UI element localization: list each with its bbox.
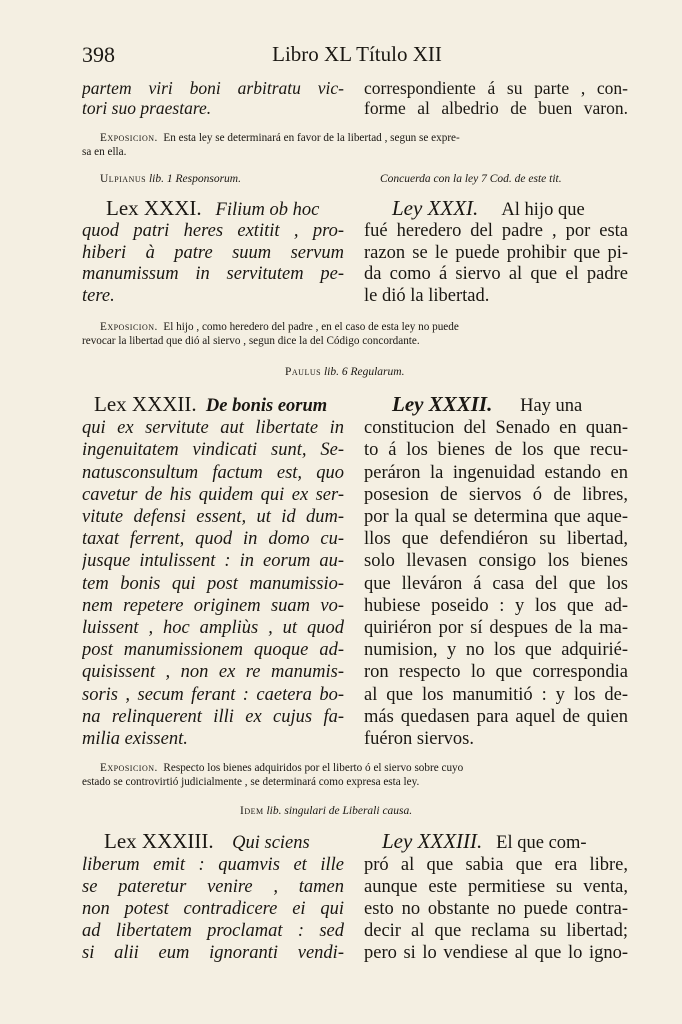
- latin-line: natusconsultum factum est, quo: [82, 462, 344, 483]
- lex-33-latin: [82, 830, 344, 964]
- latin-line: partem viri boni arbitratu vic-: [82, 78, 344, 98]
- latin-line: se pateretur venire , tamen: [82, 877, 344, 897]
- latin-line: non potest contradicere ei qui: [82, 899, 344, 919]
- spanish-line: razon se le puede prohibir que pi-: [364, 242, 628, 263]
- running-title: Libro XL Título XII: [272, 42, 442, 66]
- source-author: Idem: [240, 805, 264, 817]
- source-ulpianus: [100, 173, 241, 185]
- latin-line: qui ex servitute aut libertate in: [82, 418, 344, 439]
- spanish-line: Al hijo que: [501, 200, 585, 220]
- lex-33-spanish: [364, 830, 628, 964]
- spanish-line: ron respecto lo que correspondia: [364, 662, 628, 683]
- latin-line: post manumissionem quoque ad-: [82, 640, 344, 661]
- exposicion-text: sa en ella.: [82, 146, 127, 158]
- spanish-line: fué heredero del padre , por esta: [364, 221, 628, 242]
- spanish-line: llos que defendiéron su libertad,: [364, 529, 628, 550]
- latin-line: nem repetere originem suam vo-: [82, 595, 344, 616]
- spanish-line: más quedasen para aquel de quien: [364, 706, 628, 727]
- latin-line: tem bonis qui post manumissio-: [82, 573, 344, 594]
- latin-line: vitute defensi essent, ut id dum-: [82, 507, 344, 528]
- spanish-line: le dió la libertad.: [364, 285, 490, 306]
- source-idem: [240, 805, 412, 817]
- spanish-line: decir al que reclama su libertad;: [364, 921, 628, 941]
- exposicion-text: estado se controvirtió judicialmente , se determinará como expresa esta ley.: [82, 776, 420, 788]
- spanish-line: posesion de siervos ó de libres,: [364, 484, 628, 505]
- latin-line: na relinquerent illi ex cujus fa-: [82, 706, 344, 727]
- latin-line: ingenuitatem vindicati sunt, Se-: [82, 440, 344, 461]
- latin-line: jusque intulissent : in eorum au-: [82, 551, 344, 572]
- source-concordance: Concuerda con la ley 7 Cod. de este tit.: [380, 173, 562, 185]
- exposicion-text: revocar la libertad que dió al siervo , segun dice la del Código concordante.: [82, 335, 420, 347]
- page-number: 398: [82, 42, 115, 67]
- source-author: Paulus: [285, 366, 322, 378]
- spanish-line: solo llevasen consigo los bienes: [364, 551, 628, 572]
- spanish-line: forme al albedrio de buen varon.: [364, 98, 628, 118]
- spanish-line: aunque este permitiese su venta,: [364, 877, 628, 897]
- spanish-line: esto no obstante no puede contra-: [364, 899, 628, 919]
- latin-line: luissent , hoc ampliùs , ut quod: [82, 618, 344, 639]
- lex-33-heading: Lex XXXIII.: [104, 830, 214, 853]
- spanish-line: numision, y no los que adquirié-: [364, 640, 628, 661]
- lex-31-latin: [82, 198, 344, 307]
- exposicion-3: [82, 761, 628, 789]
- exposicion-1: [82, 131, 628, 159]
- latin-line: quisissent , non ex re manumis-: [82, 662, 344, 683]
- latin-line: liberum emit : quamvis et ille: [82, 855, 344, 875]
- spanish-line: hubiese poseido : y los que ad-: [364, 595, 628, 616]
- latin-line: quod patri heres extitit , pro-: [82, 221, 344, 242]
- source-paulus: [285, 366, 404, 378]
- spanish-line: constitucion del Senado en quan-: [364, 418, 628, 439]
- exposicion-text: El hijo , como heredero del padre , en el caso de esta ley no puede: [163, 321, 459, 333]
- spanish-line: al que los manumitió : y los de-: [364, 684, 628, 705]
- source-reference: lib. 1 Responsorum.: [148, 173, 241, 185]
- latin-line: De bonis eorum: [205, 396, 328, 416]
- source-reference: lib. 6 Regularum.: [323, 366, 405, 378]
- exposicion-2: [82, 320, 628, 348]
- page-header: [82, 42, 632, 68]
- spanish-line: pró al que sabia que era libre,: [364, 855, 628, 875]
- spanish-line: peráron la ingenuidad estando en: [364, 462, 628, 483]
- ley-33-heading: Ley XXXIII.: [382, 830, 483, 853]
- latin-line: milia exissent.: [82, 729, 188, 750]
- exposicion-text: En esta ley se determinará en favor de la libertad , segun se expre-: [163, 132, 460, 144]
- latin-line: taxat ferrent, quod in domo cu-: [82, 529, 344, 550]
- lex-32-spanish: [364, 393, 628, 750]
- spanish-line: Hay una: [520, 396, 583, 416]
- spanish-line: quiriéron por sí despues de la ma-: [364, 618, 628, 639]
- exposicion-label: Exposicion.: [100, 321, 158, 333]
- spanish-line: por la qual se determina que aque-: [364, 507, 628, 528]
- latin-line: ad libertatem proclamat : sed: [82, 921, 344, 941]
- spanish-line: pero si lo vendiese al que lo igno-: [364, 943, 628, 963]
- ley-32-heading: Ley XXXII.: [392, 393, 493, 416]
- latin-line: Qui sciens: [232, 833, 310, 853]
- source-reference: lib. singulari de Liberali causa.: [266, 805, 413, 817]
- lex-31-heading: Lex XXXI.: [106, 198, 202, 220]
- latin-line: Filium ob hoc: [215, 200, 320, 220]
- latin-line: manumissum in servitutem pe-: [82, 264, 344, 285]
- exposicion-label: Exposicion.: [100, 762, 158, 774]
- latin-line: soris , secum ferant : caetera bo-: [82, 684, 344, 705]
- ley-31-heading: Ley XXXI.: [392, 198, 479, 220]
- top-fragment-latin: [82, 78, 344, 118]
- latin-line: tori suo praestare.: [82, 98, 212, 118]
- top-fragment-spanish: [364, 78, 628, 118]
- latin-line: hiberi à patre suum servum: [82, 242, 344, 263]
- spanish-line: que lleváron á casa del que los: [364, 573, 628, 594]
- spanish-line: correspondiente á su parte , con-: [364, 78, 628, 98]
- lex-32-heading: Lex XXXII.: [94, 393, 197, 416]
- lex-31-spanish: [364, 198, 628, 307]
- spanish-line: fuéron siervos.: [364, 729, 474, 750]
- latin-line: tere.: [82, 285, 115, 306]
- exposicion-text: Respecto los bienes adquiridos por el liberto ó el siervo sobre cuyo: [163, 762, 464, 774]
- latin-line: cavetur de his quidem qui ex ser-: [82, 484, 344, 505]
- exposicion-label: Exposicion.: [100, 132, 158, 144]
- spanish-line: to á los bienes de los que recu-: [364, 440, 628, 461]
- lex-32-latin: [82, 393, 344, 750]
- spanish-line: El que com-: [496, 833, 587, 853]
- latin-line: si alii eum ignoranti vendi-: [82, 943, 344, 963]
- source-author: Ulpianus: [100, 173, 147, 185]
- spanish-line: da como á siervo al que el padre: [364, 264, 628, 285]
